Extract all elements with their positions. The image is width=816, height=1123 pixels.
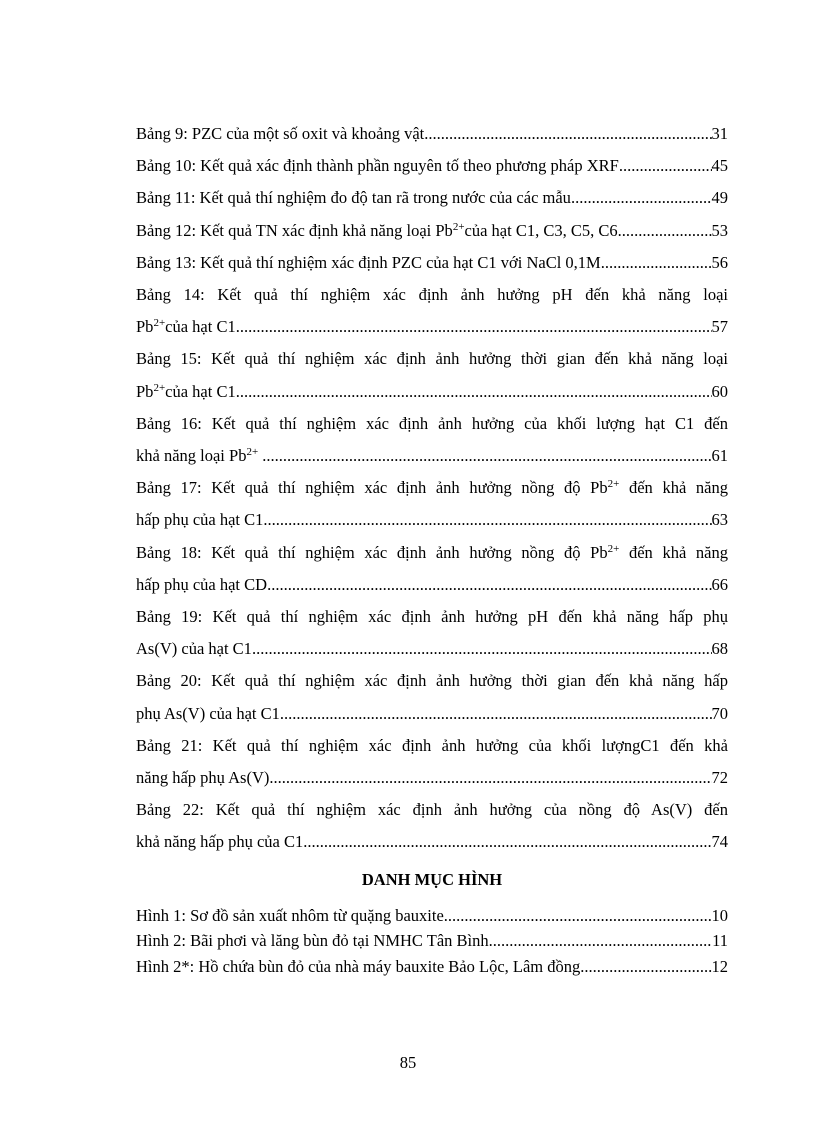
page-number: 85 <box>399 1053 417 1072</box>
toc-entry-label: Bảng 16: Kết quả thí nghiệm xác định ảnh hưởng của khối lượng hạt C1 đến <box>136 413 728 433</box>
toc-entry-page: 72 <box>711 768 728 788</box>
toc-entry-label-cont: $Pb^{2+}của$ hạt C1 <box>136 317 236 337</box>
toc-entry-label-cont: năng hấp phụ As(V) <box>136 768 270 788</box>
toc-entry-label-cont: hấp phụ của hạt CD <box>136 574 268 594</box>
toc-entry-label: Bảng 21: Kết quả thí nghiệm xác định ảnh hưởng của khối lượngC1 đến khả <box>136 735 728 755</box>
toc-entry-label-cont: $Pb^{2+}của$ hạt C1 <box>136 381 236 401</box>
toc-entry-label-cont: khả năng hấp phụ của C1 <box>136 832 304 852</box>
toc-entry-page: 68 <box>711 639 728 659</box>
toc-entry[interactable] <box>136 472 728 536</box>
toc-entry-page: 45 <box>711 156 728 176</box>
leader-dots <box>236 376 712 408</box>
toc-entry-label: Bảng 13: Kết quả thí nghiệm xác định PZC của hạt C1 với NaCl 0,1M <box>136 252 601 272</box>
toc-entry[interactable] <box>136 247 728 279</box>
toc-entry[interactable] <box>136 537 728 601</box>
toc-entry[interactable] <box>136 279 728 343</box>
toc-entry-page: 49 <box>711 188 728 208</box>
toc-entry-label: Hình 2*: Hồ chứa bùn đỏ của nhà máy bauxite Bảo Lộc, Lâm đồng <box>136 956 581 976</box>
leader-dots <box>444 903 712 929</box>
toc-entry-label: Bảng 9: PZC của một số oxit và khoảng vật <box>136 124 425 143</box>
toc-entry[interactable] <box>136 601 728 665</box>
toc-entry-page: 70 <box>711 703 728 723</box>
toc-entry[interactable] <box>136 794 728 858</box>
leader-dots <box>424 118 711 150</box>
toc-entry-page: 61 <box>711 446 728 466</box>
toc-entry-label: Bảng 19: Kết quả thí nghiệm xác định ảnh hưởng pH đến khả năng hấp phụ <box>136 607 728 627</box>
toc-entry[interactable] <box>136 954 728 980</box>
toc-entry-label: Bảng 12: Kết quả TN xác định khả năng loại $Pb^{2+}của$ hạt C1, C3, C5, C6 <box>136 220 618 240</box>
toc-entry[interactable] <box>136 215 728 247</box>
leader-dots <box>263 504 711 536</box>
toc-entry-page: 56 <box>711 252 728 272</box>
toc-entry-label-cont: As(V) của hạt C1 <box>136 639 252 659</box>
toc-entry-page: 74 <box>711 832 728 852</box>
toc-entry[interactable] <box>136 182 728 214</box>
leader-dots <box>252 633 712 665</box>
toc-entry-label: Bảng 20: Kết quả thí nghiệm xác định ảnh hưởng thời gian đến khả năng hấp <box>136 671 728 691</box>
toc-entry[interactable] <box>136 343 728 407</box>
leader-dots <box>601 247 712 279</box>
leader-dots <box>269 762 711 794</box>
toc-entry-label-cont: phụ As(V) của hạt C1 <box>136 703 280 723</box>
toc-entry[interactable] <box>136 118 728 150</box>
toc-entry[interactable] <box>136 730 728 794</box>
toc-entry-label-cont: khả năng loại $Pb^{2+}$ <box>136 446 259 466</box>
toc-entry-label: Bảng 17: Kết quả thí nghiệm xác định ảnh hưởng nồng độ $Pb^{2+}$ đến khả năng <box>136 478 728 498</box>
toc-entry-label: Bảng 22: Kết quả thí nghiệm xác định ảnh hưởng của nồng độ As(V) đến <box>136 800 728 820</box>
toc-entry-label: Hình 2: Bãi phơi và lăng bùn đỏ tại NMHC Tân Bình <box>136 931 489 951</box>
toc-entry-page: 10 <box>711 905 728 925</box>
leader-dots <box>280 698 712 730</box>
toc-entry-label: Bảng 11: Kết quả thí nghiệm đo độ tan rã trong nước của các mẫu <box>136 188 571 208</box>
toc-entry-label: Bảng 14: Kết quả thí nghiệm xác định ảnh hưởng pH đến khả năng loại <box>136 285 728 305</box>
leader-dots <box>267 569 711 601</box>
toc-entry-page: 57 <box>711 317 728 337</box>
toc-entry[interactable] <box>136 408 728 472</box>
figures-heading: DANH MỤC HÌNH <box>361 869 503 889</box>
table-of-contents <box>136 118 728 979</box>
leader-dots <box>236 311 712 343</box>
leader-dots <box>303 826 711 858</box>
leader-dots <box>580 954 711 980</box>
toc-entry-page: 11 <box>712 931 728 951</box>
toc-entry[interactable] <box>136 665 728 729</box>
toc-entry-page: 66 <box>711 574 728 594</box>
toc-entry-page: 12 <box>711 956 728 976</box>
toc-entry-page: 60 <box>711 381 728 401</box>
toc-entry[interactable] <box>136 928 728 954</box>
leader-dots <box>489 928 713 954</box>
leader-dots <box>571 182 712 214</box>
toc-entry-page: 31 <box>711 124 728 143</box>
leader-dots <box>619 150 712 182</box>
toc-entry-label: Bảng 10: Kết quả xác định thành phần nguyên tố theo phương pháp XRF <box>136 156 619 176</box>
toc-entry[interactable] <box>136 150 728 182</box>
toc-entry-label: Bảng 18: Kết quả thí nghiệm xác định ảnh hưởng nồng độ $Pb^{2+}$ đến khả năng <box>136 542 728 562</box>
toc-entry-label-cont: hấp phụ của hạt C1 <box>136 510 264 530</box>
toc-entry[interactable] <box>136 903 728 929</box>
toc-entry-label: Hình 1: Sơ đồ sản xuất nhôm từ quặng bauxite <box>136 905 444 925</box>
leader-dots <box>618 215 712 247</box>
figure-list <box>136 903 728 980</box>
toc-entry-page: 53 <box>711 220 728 240</box>
toc-entry-page: 63 <box>711 510 728 530</box>
leader-dots <box>262 440 711 472</box>
toc-entry-label: Bảng 15: Kết quả thí nghiệm xác định ảnh hưởng thời gian đến khả năng loại <box>136 349 728 369</box>
